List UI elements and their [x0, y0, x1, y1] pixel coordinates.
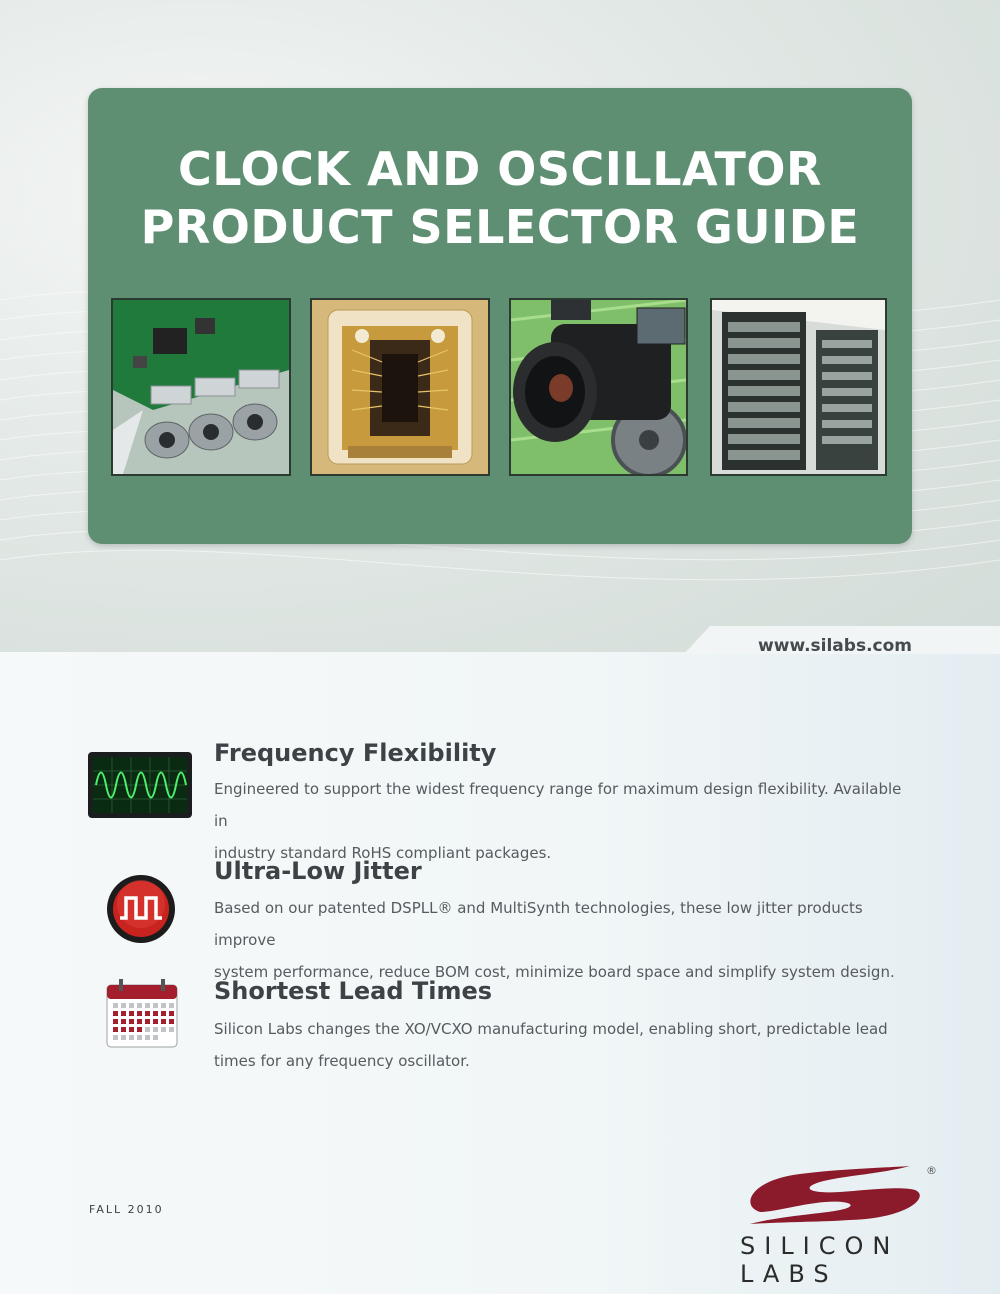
page-title — [0, 140, 1000, 256]
feature-title-frequency: Frequency Flexibility — [214, 739, 497, 767]
video-camera-photo — [509, 298, 688, 476]
feature-desc-line: Silicon Labs changes the XO/VCXO manufacturing model, enabling short, predictable lead — [214, 1020, 888, 1038]
title-line-2: PRODUCT SELECTOR GUIDE — [140, 200, 860, 254]
feature-desc-line: system performance, reduce BOM cost, minimize board space and simplify system design. — [214, 963, 895, 981]
feature-desc-line: industry standard RoHS compliant packages. — [214, 844, 552, 862]
feature-desc-frequency — [214, 773, 914, 869]
feature-desc-line: Engineered to support the widest frequency range for maximum design flexibility. Available in — [214, 780, 902, 830]
feature-title-lead-times: Shortest Lead Times — [214, 977, 493, 1005]
brand-wordmark: SILICON LABS — [740, 1232, 900, 1288]
silicon-labs-logo — [730, 1160, 940, 1236]
square-wave-icon — [106, 874, 176, 948]
registered-mark: ® — [926, 1164, 937, 1177]
feature-desc-line: times for any frequency oscillator. — [214, 1052, 470, 1070]
server-rack-photo — [710, 298, 887, 476]
calendar-icon — [105, 979, 179, 1053]
feature-desc-line: Based on our patented DSPLL® and MultiSynth technologies, these low jitter products improve — [214, 899, 863, 949]
oscilloscope-icon — [88, 752, 192, 822]
oscillator-chip-photo — [310, 298, 490, 476]
circuit-board-photo — [111, 298, 291, 476]
feature-desc-lead-times — [214, 1013, 914, 1077]
website-url[interactable]: www.silabs.com — [758, 636, 912, 656]
feature-title-jitter: Ultra-Low Jitter — [214, 857, 422, 885]
feature-desc-jitter — [214, 892, 914, 988]
edition-label: FALL 2010 — [89, 1203, 164, 1216]
title-line-1: CLOCK AND OSCILLATOR — [178, 142, 822, 196]
